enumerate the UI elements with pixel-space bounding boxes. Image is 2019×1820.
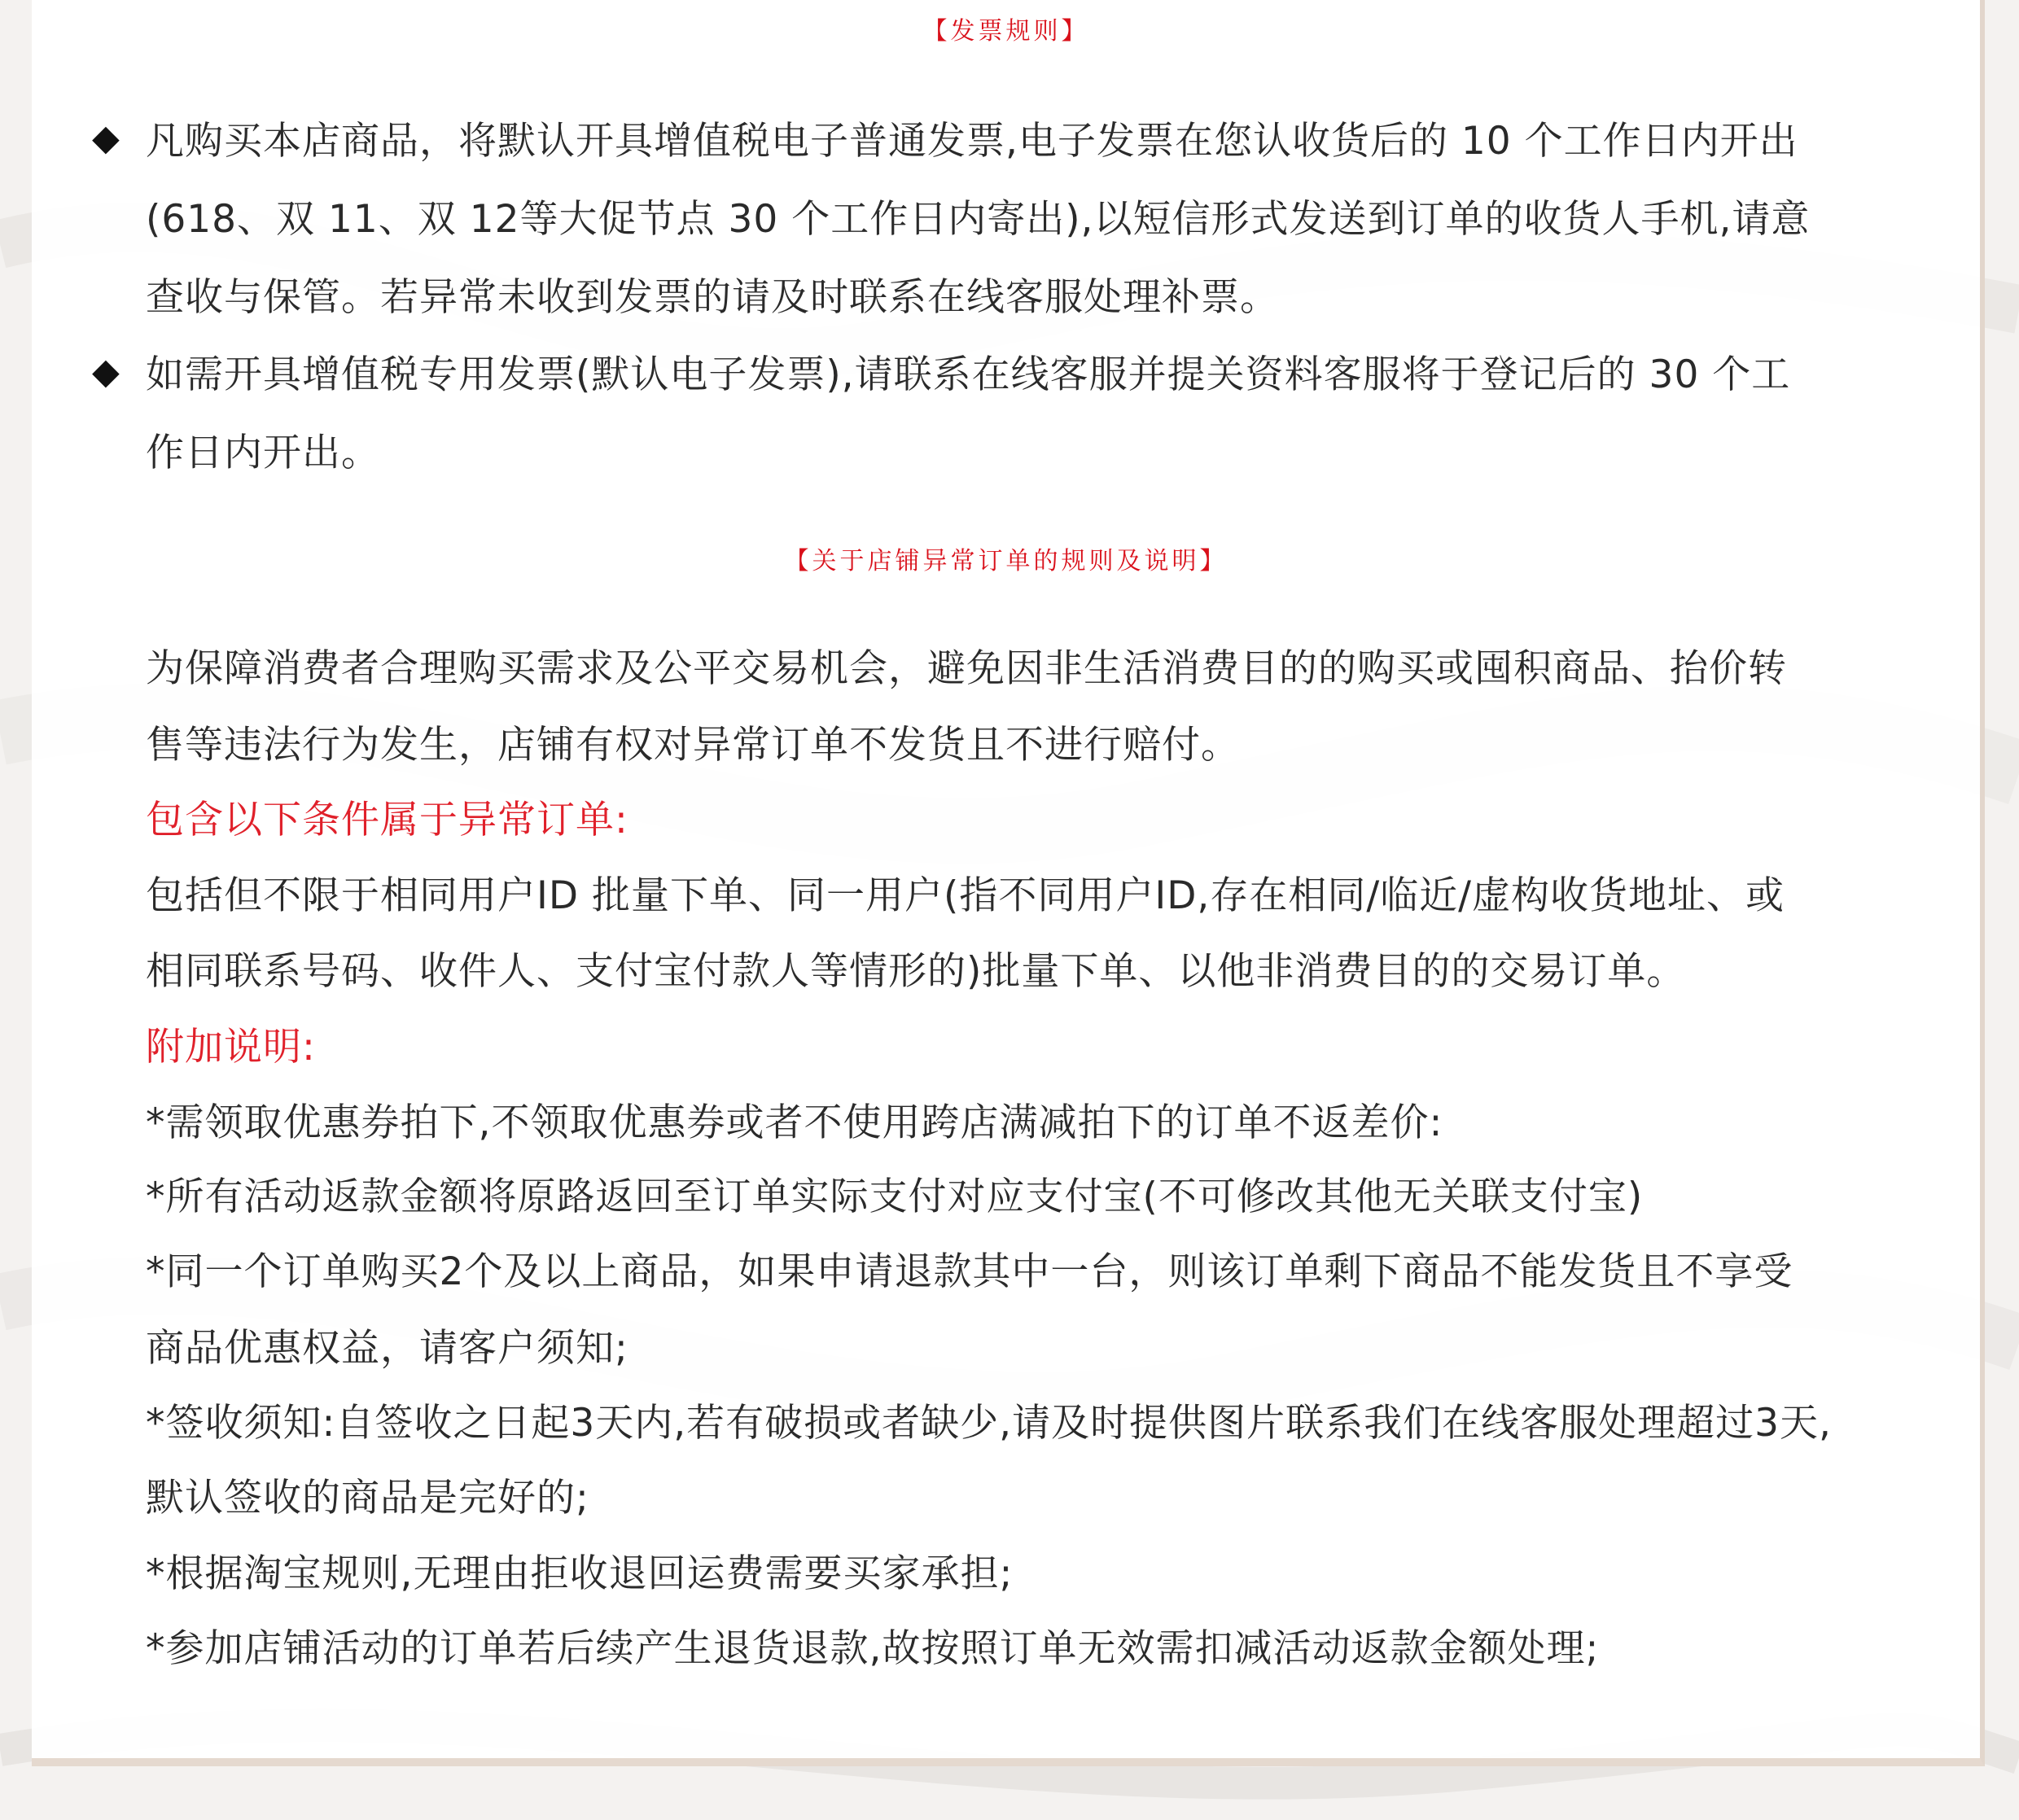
- diamond-bullet-icon: ◆: [92, 117, 120, 159]
- note-line-4: 商品优惠权益，请客户须知;: [146, 1326, 628, 1371]
- conditions-heading: 包含以下条件属于异常订单:: [146, 798, 628, 842]
- conditions-line-1: 包括但不限于相同用户ID 批量下单、同一用户(指不同用户ID,存在相同/临近/虚构收货地址、或: [146, 873, 1785, 918]
- note-line-1: *需领取优惠券拍下,不领取优惠券或者不使用跨店满减拍下的订单不返差价:: [146, 1100, 1443, 1145]
- rules-card: [32, 0, 1985, 1766]
- invoice-item-1-line-2: (618、双 11、双 12等大促节点 30 个工作日内寄出),以短信形式发送到订单的收货人手机,请意: [146, 197, 1811, 242]
- note-line-2: *所有活动返款金额将原路返回至订单实际支付对应支付宝(不可修改其他无关联支付宝): [146, 1175, 1644, 1219]
- diamond-bullet-icon: ◆: [92, 351, 120, 392]
- invoice-item-2-line-1: 如需开具增值税专用发票(默认电子发票),请联系在线客服并提关资料客服将于登记后的 30 个工: [146, 352, 1791, 397]
- note-line-6: 默认签收的商品是完好的;: [146, 1476, 589, 1520]
- abnormal-order-rules-title: 【关于店铺异常订单的规则及说明】: [784, 547, 1228, 575]
- note-line-3: *同一个订单购买2个及以上商品，如果申请退款其中一台，则该订单剩下商品不能发货且不享受: [146, 1249, 1793, 1294]
- note-line-5: *签收须知:自签收之日起3天内,若有破损或者缺少,请及时提供图片联系我们在线客服处理超过3天,: [146, 1401, 1832, 1446]
- intro-line-1: 为保障消费者合理购买需求及公平交易机会，避免因非生活消费目的的购买或囤积商品、抬价转: [146, 646, 1787, 691]
- invoice-rules-title: 【发票规则】: [922, 17, 1089, 46]
- note-line-7: *根据淘宝规则,无理由拒收退回运费需要买家承担;: [146, 1551, 1014, 1596]
- invoice-item-1-line-1: 凡购买本店商品，将默认开具增值税电子普通发票,电子发票在您认收货后的 10 个工作日内开出: [146, 119, 1798, 164]
- notes-heading: 附加说明:: [146, 1025, 316, 1070]
- conditions-line-2: 相同联系号码、收件人、支付宝付款人等情形的)批量下单、以他非消费目的的交易订单。: [146, 949, 1686, 994]
- note-line-8: *参加店铺活动的订单若后续产生退货退款,故按照订单无效需扣减活动返款金额处理;: [146, 1626, 1600, 1671]
- invoice-item-1-line-3: 查收与保管。若异常未收到发票的请及时联系在线客服处理补票。: [146, 275, 1279, 320]
- intro-line-2: 售等违法行为发生，店铺有权对异常订单不发货且不进行赔付。: [146, 723, 1240, 768]
- invoice-item-2-line-2: 作日内开出。: [146, 431, 380, 475]
